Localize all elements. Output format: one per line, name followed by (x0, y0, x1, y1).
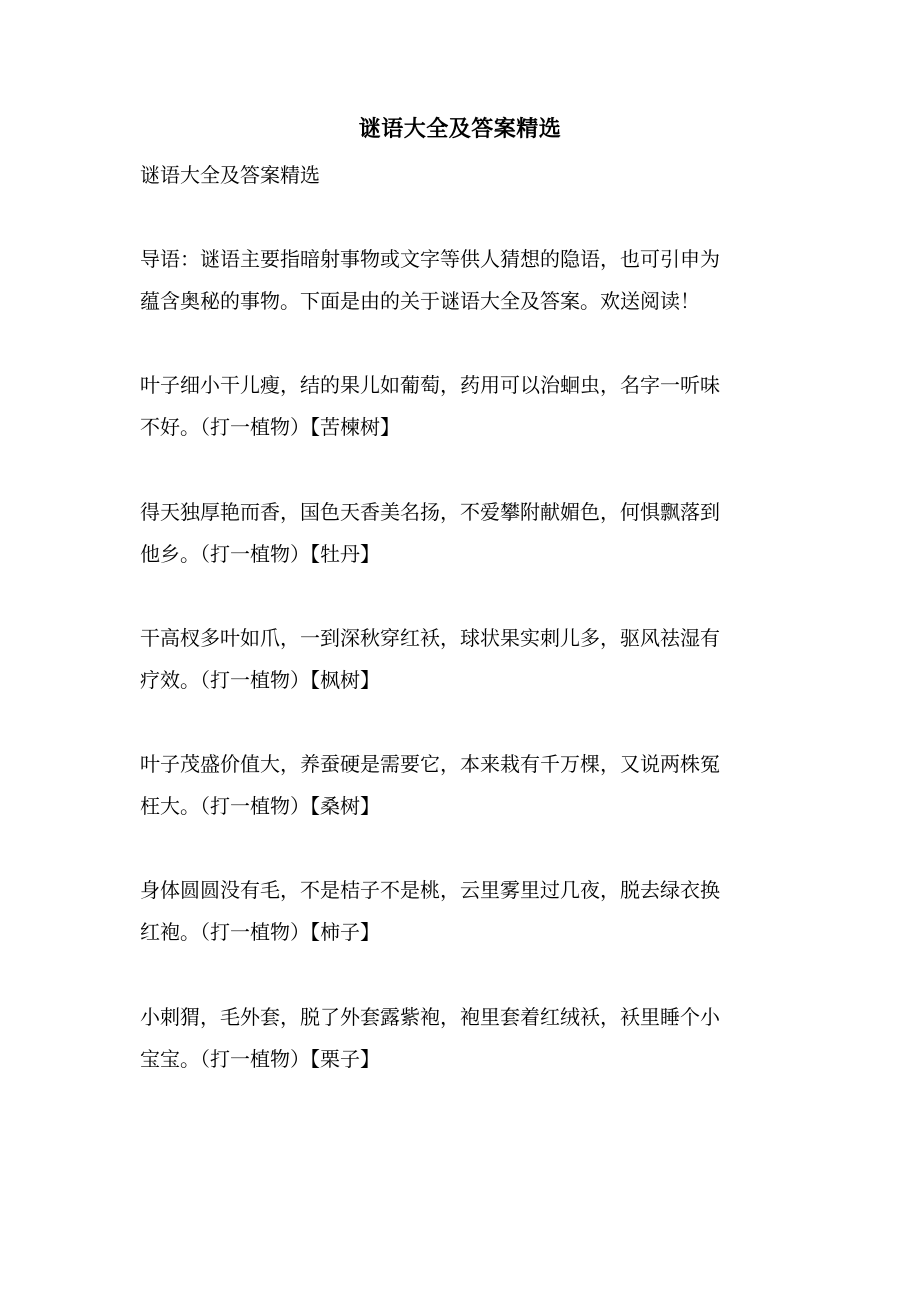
riddle-paragraph (140, 996, 780, 1080)
intro-line: 蕴含奥秘的事物。下面是由的关于谜语大全及答案。欢送阅读！ (140, 289, 700, 313)
intro-line: 导语：谜语主要指暗射事物或文字等供人猜想的隐语，也可引申为 (140, 247, 720, 271)
riddle-answer-line: 不好。（打一植物）【苦楝树】 (140, 415, 400, 439)
riddle-line: 叶子细小干儿瘦，结的果儿如葡萄，药用可以治蛔虫，名字一听味 (140, 373, 720, 397)
riddle-answer-line: 疗效。（打一植物）【枫树】 (140, 668, 380, 692)
riddle-paragraph (140, 491, 780, 575)
riddle-answer-line: 宝宝。（打一植物）【栗子】 (140, 1047, 380, 1071)
riddle-paragraph (140, 617, 780, 701)
riddle-line: 得天独厚艳而香，国色天香美名扬，不爱攀附献媚色，何惧飘落到 (140, 500, 720, 524)
riddle-line: 干高杈多叶如爪，一到深秋穿红袄，球状果实刺儿多，驱风祛湿有 (140, 626, 720, 650)
riddle-line: 叶子茂盛价值大，养蚕硬是需要它，本来栽有千万棵，又说两株冤 (140, 752, 720, 776)
riddle-answer-line: 枉大。（打一植物）【桑树】 (140, 794, 380, 818)
document-subtitle: 谜语大全及答案精选 (140, 163, 320, 187)
riddle-line: 小刺猬，毛外套，脱了外套露紫袍，袍里套着红绒袄，袄里睡个小 (140, 1005, 720, 1029)
riddle-paragraph (140, 869, 780, 953)
intro-paragraph (140, 238, 780, 322)
riddle-paragraph (140, 364, 780, 448)
riddle-answer-line: 他乡。（打一植物）【牡丹】 (140, 542, 380, 566)
document-title: 谜语大全及答案精选 (358, 116, 562, 142)
riddle-paragraph (140, 743, 780, 827)
riddle-answer-line: 红袍。（打一植物）【柿子】 (140, 920, 380, 944)
riddle-line: 身体圆圆没有毛，不是桔子不是桃，云里雾里过几夜，脱去绿衣换 (140, 878, 720, 902)
